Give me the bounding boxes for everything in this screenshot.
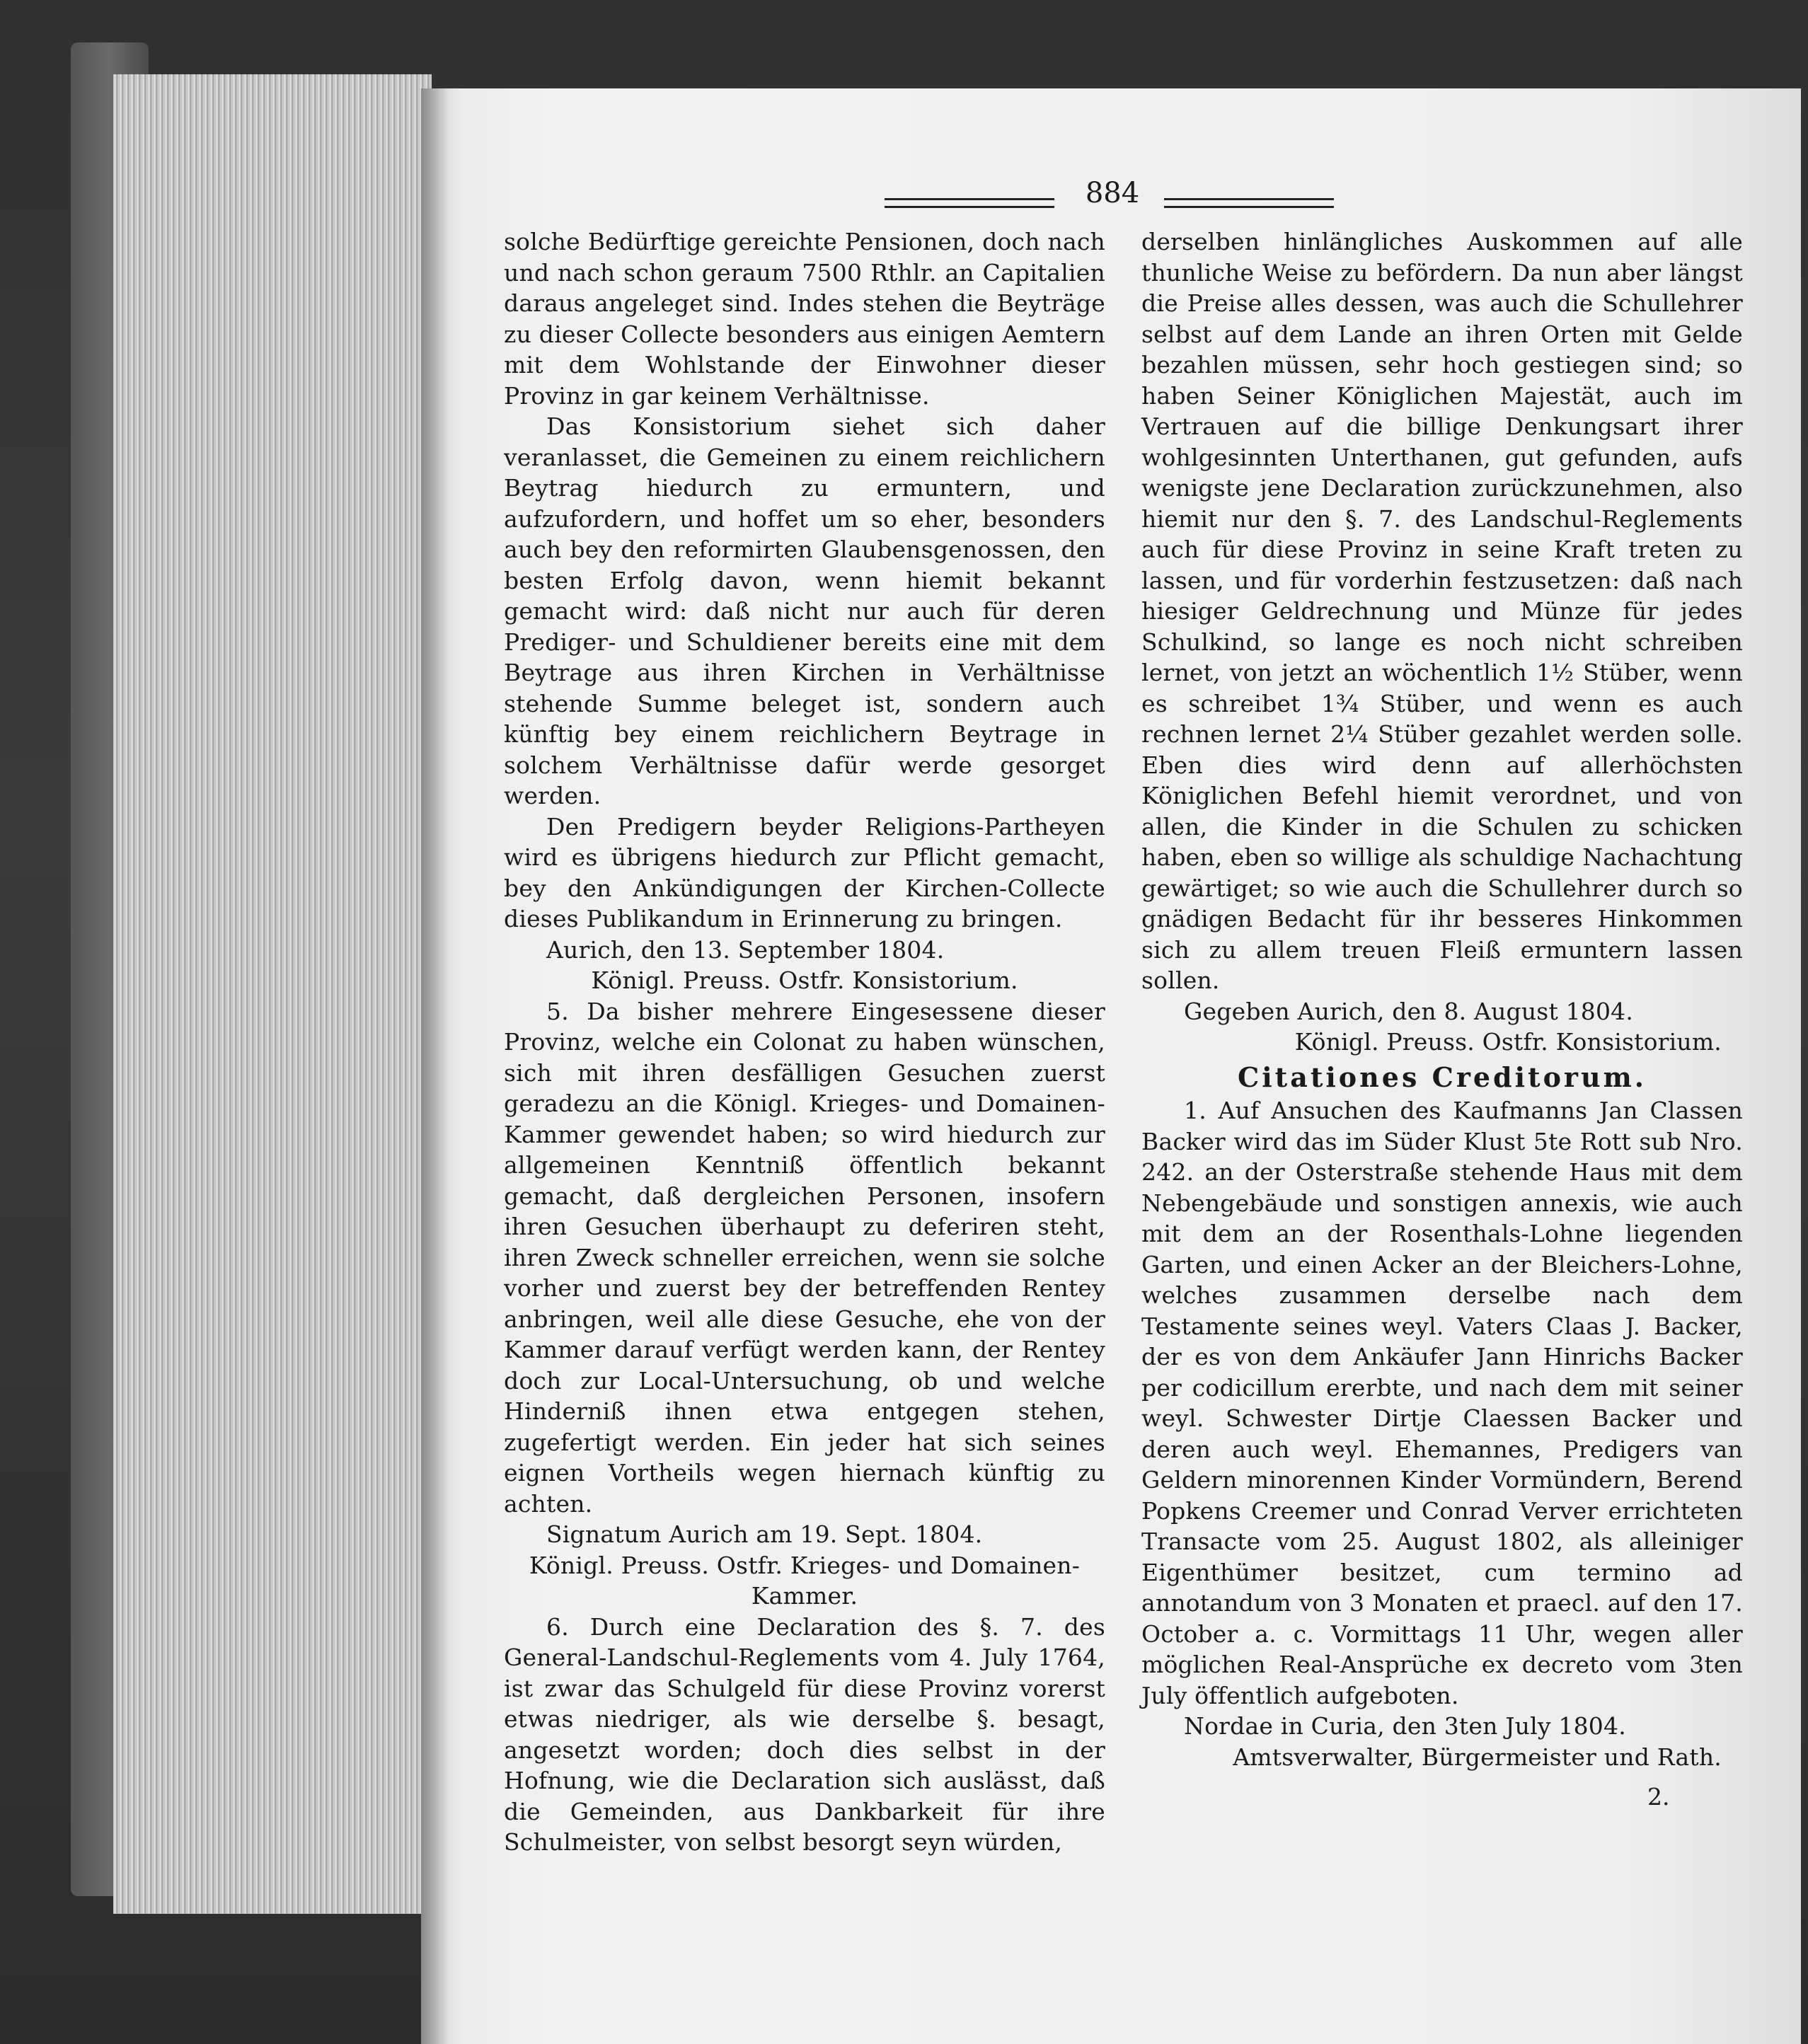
right-column-paragraph: derselben hinlängliches Auskommen auf alle thunliche Weise zu befördern. Da nun aber längst die Preise alles dessen, was auch die Schullehrer selbst auf dem Lande an ihren Orten mit Gelde bezahlen müssen, sehr hoch gestiegen sind; so haben Seiner Königlichen Majestät, auch im Vertrauen auf die billige Denkungsart ihrer wohlgesinnten Unterthanen, gut gefunden, aufs wenigste jene Declaration zurückzunehmen, also hiemit nur den §. 7. des Landschul-Reglements auch für diese Provinz in seine Kraft treten zu lassen, und für vorderhin festzusetzen: daß nach hiesiger Geldrechnung und Münze für jedes Schulkind, so lange es noch nicht schreiben lernet, von jetzt an wöchentlich 1½ Stüber, wenn es schreibet 1¾ Stüber, und wenn es auch rechnen lernet 2¼ Stüber gezahlet werden solle. Eben dies wird denn auf allerhöchsten Königlichen Befehl hiemit verordnet, und von allen, die Kinder in die Schulen zu schicken haben, eben so willige als schuldige Nachachtung gewärtiget; so wie auch die Schullehrer durch so gnädigen Bedacht für ihr besseres Hinkommen sich zu allem treuen Fleiß ermuntern lassen sollen. — [1141, 228, 1743, 994]
left-column — [504, 226, 1105, 1858]
catchword: 2. — [1647, 1783, 1670, 1811]
right-column-paragraph: Nordae in Curia, den 3ten July 1804. — [1184, 1712, 1626, 1740]
left-column-paragraph: Signatum Aurich am 19. Sept. 1804. — [546, 1520, 983, 1548]
gutter-shadow — [421, 88, 449, 2044]
left-column-paragraph: 6. Durch eine Declaration des §. 7. des General-Landschul-Reglements vom 4. July 1764, ist zwar das Schulgeld für diese Provinz vorerst etwas niedriger, als wie derselbe §. besagt, angesetzt worden; doch dies selbst in der Hofnung, wie die Declaration sich auslässt, daß die Gemeinden, aus Dankbarkeit für ihre Schulmeister, von selbst besorgt seyn würden, — [504, 1612, 1105, 1856]
header-rule-left — [885, 198, 1054, 208]
page-number: 884 — [1085, 177, 1140, 209]
right-column — [1141, 226, 1743, 1772]
left-column-paragraph: Den Predigern beyder Religions-Partheyen wird es übrigens hiedurch zur Pflicht gemacht, bey den Ankündigungen der Kirchen-Collecte dieses Publikandum in Erinnerung zu bringen. — [504, 812, 1105, 932]
book-page — [421, 88, 1801, 2044]
header-rule-right — [1164, 198, 1334, 208]
left-column-paragraph: Königl. Preuss. Ostfr. Konsistorium. — [591, 966, 1018, 994]
left-column-paragraph: Aurich, den 13. September 1804. — [546, 935, 945, 964]
section-heading: Citationes Creditorum. — [1237, 1061, 1647, 1093]
left-column-paragraph: 5. Da bisher mehrere Eingesessene dieser Provinz, welche ein Colonat zu haben wünschen, sich mit ihren desfälligen Gesuchen zuerst geradezu an die Königl. Krieges- und Domainen-Kammer gewendet haben; so wird hiedurch zur allgemeinen Kenntniß öffentlich bekannt gemacht, daß dergleichen Personen, insofern ihren Gesuchen überhaupt zu deferiren steht, ihren Zweck schneller erreichen, wenn sie solche vorher und zuerst bey der betreffenden Rentey anbringen, weil alle diese Gesuche, ehe von der Kammer darauf verfügt werden kann, der Rentey doch zur Local-Untersuchung, ob und welche Hinderniß ihnen etwa entgegen stehen, zugefertigt werden. Ein jeder hat sich seines eignen Vortheils wegen hiernach künftig zu achten. — [504, 997, 1105, 1518]
page-edges — [113, 74, 432, 1914]
left-column-paragraph: Das Konsistorium siehet sich daher veranlasset, die Gemeinen zu einem reichlichern Beytrag hiedurch zu ermuntern, und aufzufordern, und hoffet um so eher, besonders auch bey den reformirten Glaubensgenossen, den besten Erfolg davon, wenn hiemit bekannt gemacht wird: daß nicht nur auch für deren Prediger- und Schuldiener bereits eine mit dem Beytrage aus ihren Kirchen in Verhältnisse stehende Summe beleget ist, sondern auch künftig bey einem reichlichern Beytrage in solchem Verhältnisse dafür werde gesorget werden. — [504, 412, 1105, 809]
right-column-paragraph: Gegeben Aurich, den 8. August 1804. — [1184, 997, 1634, 1025]
left-column-paragraph: solche Bedürftige gereichte Pensionen, doch nach und nach schon geraum 7500 Rthlr. an Capitalien daraus angeleget sind. Indes stehen die Beyträge zu dieser Collecte besonders aus einigen Aemtern mit dem Wohlstande der Einwohner dieser Provinz in gar keinem Verhältnisse. — [504, 228, 1105, 410]
right-column-paragraph: 1. Auf Ansuchen des Kaufmanns Jan Classen Backer wird das im Süder Klust 5te Rott sub Nro. 242. an der Osterstraße stehende Haus mit dem Nebengebäude und sonstigen annexis, wie auch mit dem an der Rosenthals-Lohne liegenden Garten, und einen Acker an der Bleichers-Lohne, welches zusammen derselbe nach dem Testamente seines weyl. Vaters Claas J. Backer, der es von dem Ankäufer Jann Hinrichs Backer per codicillum ererbte, und nach dem mit seiner weyl. Schwester Dirtje Claessen Backer und deren auch weyl. Ehemannes, Predigers van Geldern minorennen Kinder Vormündern, Berend Popkens Creemer und Conrad Verver errichteten Transacte vom 25. August 1802, als alleiniger Eigenthümer besitzet, cum termino ad annotandum von 3 Monaten et praecl. auf den 17. October a. c. Vormittags 11 Uhr, wegen aller möglichen Real-Ansprüche ex decreto vom 3ten July öffentlich aufgeboten. — [1141, 1097, 1743, 1709]
left-column-paragraph: Königl. Preuss. Ostfr. Krieges- und Domainen-Kammer. — [529, 1551, 1081, 1610]
right-column-paragraph: Amtsverwalter, Bürgermeister und Rath. — [1233, 1743, 1722, 1771]
page-header — [885, 177, 1808, 226]
right-column-paragraph: Königl. Preuss. Ostfr. Konsistorium. — [1294, 1028, 1722, 1056]
